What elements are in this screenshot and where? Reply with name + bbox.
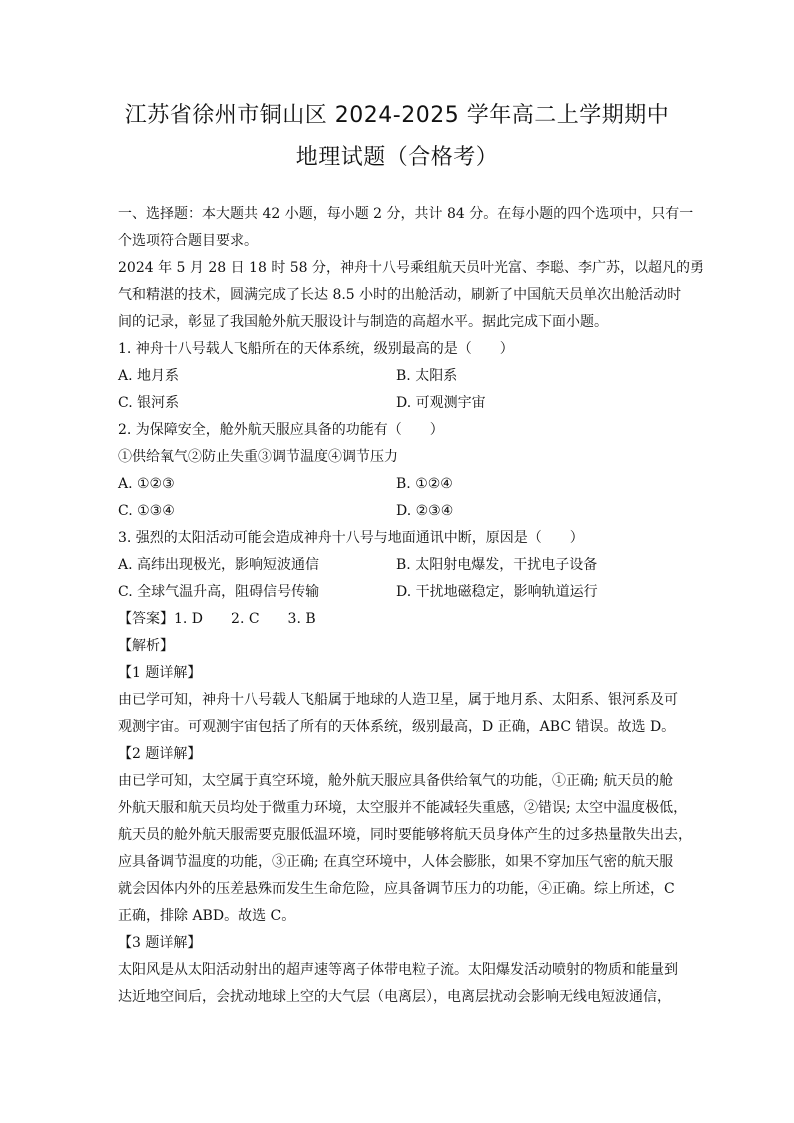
detail-1-label: 【1 题详解】 xyxy=(118,665,202,681)
question-1-option-a: A. 地月系 xyxy=(118,368,180,384)
detail-2-line: 正确，排除 ABD。故选 C。 xyxy=(118,908,296,924)
instruction-line: 个选项符合题目要求。 xyxy=(118,233,258,249)
instruction-line: 一、选择题：本大题共 42 小题，每小题 2 分，共计 84 分。在每小题的四个选项中，只有一 xyxy=(118,206,694,222)
question-3-option-a: A. 高纬出现极光，影响短波通信 xyxy=(118,557,320,573)
detail-2-line: 航天员的舱外航天服需要克服低温环境，同时要能够将航天员身体产生的过多热量散失出去， xyxy=(118,827,692,843)
question-3-stem: 3. 强烈的太阳活动可能会造成神舟十八号与地面通讯中断，原因是（ ） xyxy=(118,530,584,546)
question-2-option-c: C. ①③④ xyxy=(118,503,175,519)
question-2-items: ①供给氧气②防止失重③调节温度④调节压力 xyxy=(118,449,398,465)
document-subtitle: 地理试题（合格考） xyxy=(295,145,499,170)
question-2-option-b: B. ①②④ xyxy=(396,476,453,492)
detail-3-line: 太阳风是从太阳活动射出的超声速等离子体带电粒子流。太阳爆发活动喷射的物质和能量到 xyxy=(118,962,678,978)
question-2-option-d: D. ②③④ xyxy=(396,503,454,519)
question-3-option-c: C. 全球气温升高，阻碍信号传输 xyxy=(118,584,320,600)
detail-2-line: 外航天服和航天员均处于微重力环境，太空服并不能减轻失重感，②错误; 太空中温度极低， xyxy=(118,800,688,816)
question-1-stem: 1. 神舟十八号载人飞船所在的天体系统，级别最高的是（ ） xyxy=(118,341,514,357)
analysis-label: 【解析】 xyxy=(118,638,174,654)
question-2-option-a: A. ①②③ xyxy=(118,476,175,492)
question-2-stem: 2. 为保障安全，舱外航天服应具备的功能有（ ） xyxy=(118,422,444,438)
passage-line: 间的记录，彰显了我国舱外航天服设计与制造的高超水平。据此完成下面小题。 xyxy=(118,314,608,330)
detail-3-label: 【3 题详解】 xyxy=(118,935,202,951)
document-title: 江苏省徐州市铜山区 2024-2025 学年高二上学期期中 xyxy=(124,103,670,128)
detail-2-label: 【2 题详解】 xyxy=(118,746,202,762)
question-1-option-b: B. 太阳系 xyxy=(396,368,458,384)
passage-line: 气和精湛的技术，圆满完成了长达 8.5 小时的出舱活动，刷新了中国航天员单次出舱活动时 xyxy=(118,287,682,303)
detail-3-line: 达近地空间后，会扰动地球上空的大气层（电离层），电离层扰动会影响无线电短波通信， xyxy=(118,989,671,1005)
detail-1-line: 观测宇宙。可观测宇宙包括了所有的天体系统，级别最高，D 正确，ABC 错误。故选 D。 xyxy=(118,719,676,735)
passage-line: 2024 年 5 月 28 日 18 时 58 分，神舟十八号乘组航天员叶光富、李聪、李广苏，以超凡的勇 xyxy=(118,260,705,276)
question-3-option-b: B. 太阳射电爆发，干扰电子设备 xyxy=(396,557,598,573)
question-1-option-d: D. 可观测宇宙 xyxy=(396,395,486,411)
question-3-option-d: D. 干扰地磁稳定，影响轨道运行 xyxy=(396,584,598,600)
detail-1-line: 由已学可知，神舟十八号载人飞船属于地球的人造卫星，属于地月系、太阳系、银河系及可 xyxy=(118,692,678,708)
answer-key: 【答案】1. D 2. C 3. B xyxy=(118,611,316,627)
detail-2-line: 就会因体内外的压差悬殊而发生生命危险，应具备调节压力的功能，④正确。综上所述，C xyxy=(118,881,675,897)
question-1-option-c: C. 银河系 xyxy=(118,395,180,411)
detail-2-line: 由已学可知，太空属于真空环境，舱外航天服应具备供给氧气的功能，①正确; 航天员的舱 xyxy=(118,773,674,789)
detail-2-line: 应具备调节温度的功能，③正确; 在真空环境中，人体会膨胀，如果不穿加压气密的航天服 xyxy=(118,854,674,870)
